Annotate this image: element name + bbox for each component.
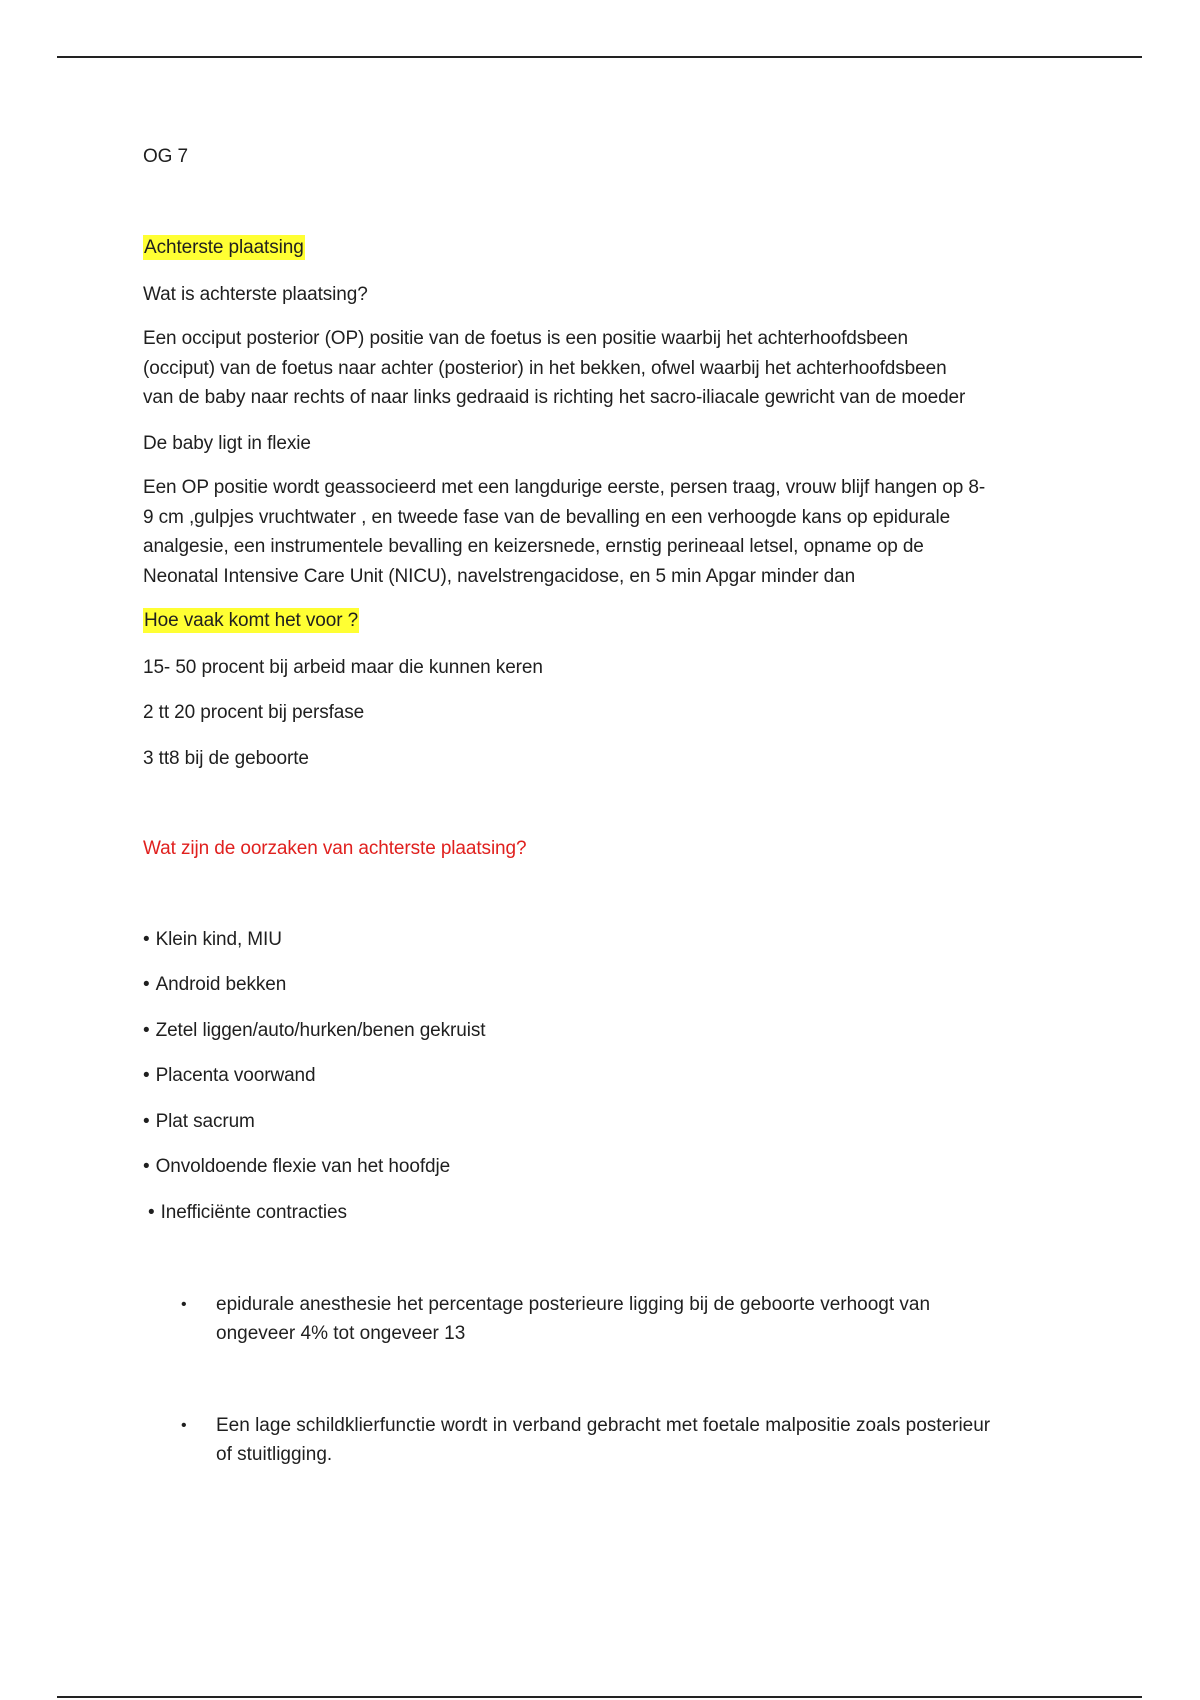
cause-list-item xyxy=(143,1152,450,1181)
cause-text: Plat sacrum xyxy=(155,1111,255,1132)
bottom-rule xyxy=(57,1696,1142,1698)
cause-list-item xyxy=(148,1198,347,1227)
definition-line: Een occiput posterior (OP) positie van de foetus is een positie waarbij het achterhoofdsbeen xyxy=(143,328,908,349)
sub-bullet-line: of stuitligging. xyxy=(216,1444,333,1465)
bullet-icon: • xyxy=(143,1111,150,1132)
heading-frequency xyxy=(143,606,359,635)
association-line: analgesie, een instrumentele bevalling en keizersnede, ernstig perineaal letsel, opname op de xyxy=(143,536,924,557)
association-paragraph xyxy=(143,473,1063,591)
bullet-icon: • xyxy=(148,1202,155,1223)
stat-item: 3 tt8 bij de geboorte xyxy=(143,748,309,769)
cause-list-item xyxy=(143,1107,255,1136)
document-code: OG 7 xyxy=(143,146,189,167)
cause-text: Klein kind, MIU xyxy=(155,929,282,950)
stat-item: 15- 50 procent bij arbeid maar die kunnen keren xyxy=(143,657,543,678)
heading-causes: Wat zijn de oorzaken van achterste plaatsing? xyxy=(143,838,527,859)
cause-text: Zetel liggen/auto/hurken/benen gekruist xyxy=(155,1020,486,1041)
association-line: Neonatal Intensive Care Unit (NICU), navelstrengacidose, en 5 min Apgar minder dan xyxy=(143,565,856,587)
sub-bullet-line: ongeveer 4% tot ongeveer 13 xyxy=(216,1323,466,1344)
bullet-icon: • xyxy=(181,1417,187,1434)
definition-paragraph xyxy=(143,324,1063,413)
sub-bullet-item xyxy=(181,1411,1041,1469)
cause-list-item xyxy=(143,1061,315,1090)
heading-achterste-plaatsing xyxy=(143,233,305,262)
heading-highlight: Hoe vaak komt het voor ? xyxy=(144,610,359,631)
sub-bullet-item xyxy=(181,1290,1041,1348)
cause-text: Android bekken xyxy=(155,974,287,995)
cause-text: Inefficiënte contracties xyxy=(160,1202,347,1223)
top-rule xyxy=(57,56,1142,58)
cause-text: Onvoldoende flexie van het hoofdje xyxy=(155,1156,451,1177)
cause-list-item xyxy=(143,1016,485,1045)
bullet-icon: • xyxy=(143,929,150,950)
definition-line: (occiput) van de foetus naar achter (posterior) in het bekken, ofwel waarbij het achterhoofdsbeen xyxy=(143,357,947,379)
heading-highlight: Achterste plaatsing xyxy=(144,237,304,258)
question-what-is: Wat is achterste plaatsing? xyxy=(143,284,368,305)
bullet-icon: • xyxy=(181,1296,187,1313)
bullet-icon: • xyxy=(143,1156,150,1177)
association-line: Een OP positie wordt geassocieerd met een langdurige eerste, persen traag, vrouw blijf hangen op 8- xyxy=(143,477,986,498)
sub-bullet-line: epidurale anesthesie het percentage posterieure ligging bij de geboorte verhoogt van xyxy=(216,1294,931,1315)
bullet-icon: • xyxy=(143,1020,150,1041)
cause-list-item xyxy=(143,925,282,954)
flexion-statement: De baby ligt in flexie xyxy=(143,433,311,454)
definition-line: van de baby naar rechts of naar links gedraaid is richting het sacro-iliacale gewricht van de moeder xyxy=(143,387,966,408)
bullet-icon: • xyxy=(143,974,150,995)
sub-bullet-line: Een lage schildklierfunctie wordt in verband gebracht met foetale malpositie zoals posterieur xyxy=(216,1415,991,1436)
bullet-icon: • xyxy=(143,1065,150,1086)
stat-item: 2 tt 20 procent bij persfase xyxy=(143,702,365,723)
cause-text: Placenta voorwand xyxy=(155,1065,316,1086)
cause-list-item xyxy=(143,970,286,999)
association-line: 9 cm ,gulpjes vruchtwater , en tweede fase van de bevalling en een verhoogde kans op epidurale xyxy=(143,506,951,528)
